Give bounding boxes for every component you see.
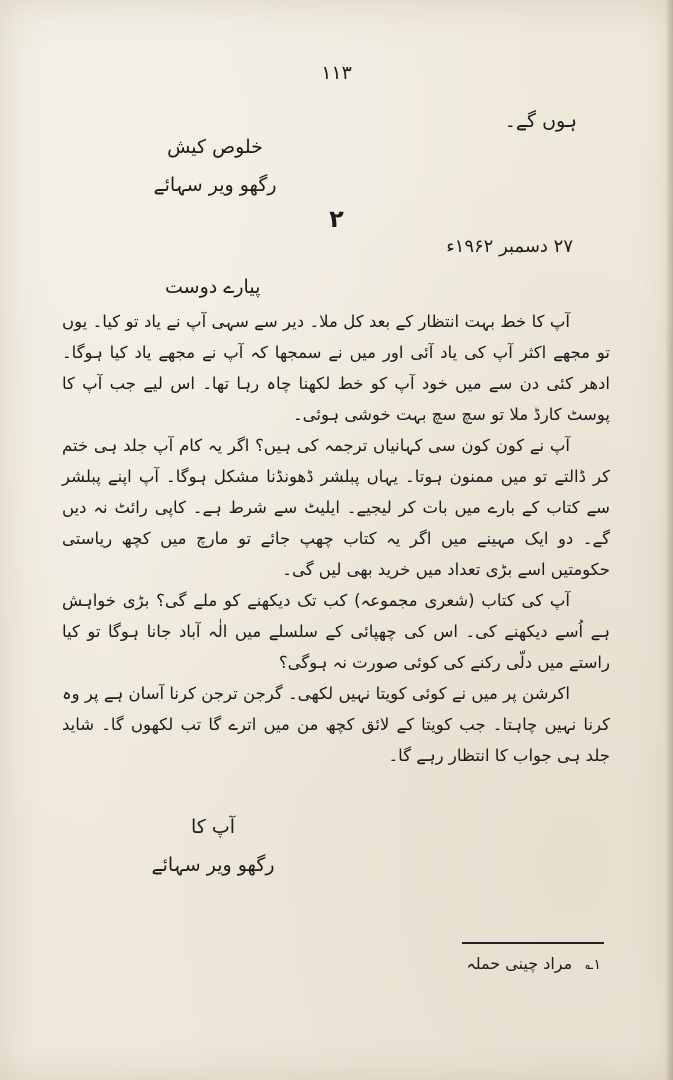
closing-signature-2 [148,808,278,884]
closing-signature-1 [150,128,280,204]
footnote-divider [462,942,604,944]
letter-date: ۲۷ دسمبر ۱۹۶۲ء [446,236,573,257]
previous-letter-ending: ہوں گے۔ [504,110,577,132]
paragraph-1: آپ کا خط بہت انتظار کے بعد کل ملا۔ دیر سے سہی آپ نے یاد تو کیا۔ یوں تو مجھے اکثر آپ کی یاد آئی اور میں نے سمجھا کہ آپ نے مجھے یاد کیا ہوگا۔ ادھر کئی دن سے میں خود آپ کو خط لکھنا چاہ رہا تھا۔ اس لیے جب آپ کا پوسٹ کارڈ ملا تو سچ سچ بہت خوشی ہوئی۔ [62,312,610,424]
paragraph-2: آپ نے کون کون سی کہانیاں ترجمہ کی ہیں؟ اگر یہ کام آپ جلد ہی ختم کر ڈالتے تو میں ممنون ہوتا۔ یہاں پبلشر ڈھونڈنا مشکل ہوگا۔ آپ اپنے پبلشر سے کتاب کے بارے میں بات کر لیجیے۔ ایلیٹ سے شرط ہے۔ کاپی رائٹ نہ دیں گے۔ دو ایک مہینے میں اگر یہ کتاب چھپ جائے تو مارچ میں کچھ ریاستی حکومتیں اسے بڑی تعداد میں خرید بھی لیں گی۔ [62,436,610,579]
letter-body [62,306,610,771]
footnote-text: مراد چینی حملہ [466,954,573,973]
signature-name: رگھو ویر سہائے [153,174,277,196]
salutation: پیارے دوست [165,276,261,298]
paragraph-3: آپ کی کتاب (شعری مجموعہ) کب تک دیکھنے کو ملے گی؟ بڑی خواہش ہے اُسے دیکھنے کی۔ اس کی چھپائی کے سلسلے میں الٰہ آباد جانا ہوگا تو کیا راستے میں دلّی رکنے کی کوئی صورت نہ ہوگی؟ [62,591,610,672]
closing-line: خلوص کیش [167,136,263,158]
footnote [466,954,601,973]
signature-name: رگھو ویر سہائے [151,854,275,876]
page-edge-shadow [665,0,673,1080]
page-number: ۱۱۳ [321,62,352,84]
closing-line: آپ کا [190,816,236,838]
footnote-mark: ۱؎ [585,957,601,973]
paragraph-4: اکرشن پر میں نے کوئی کویتا نہیں لکھی۔ گرجن ترجن کرنا آسان ہے پر وہ کرنا نہیں چاہتا۔ جب کویتا کے لائق کچھ من میں اترے گا تب لکھوں گا۔ شاید جلد ہی جواب کا انتظار رہے گا۔ [62,684,610,765]
letter-number: ۲ [329,205,344,233]
